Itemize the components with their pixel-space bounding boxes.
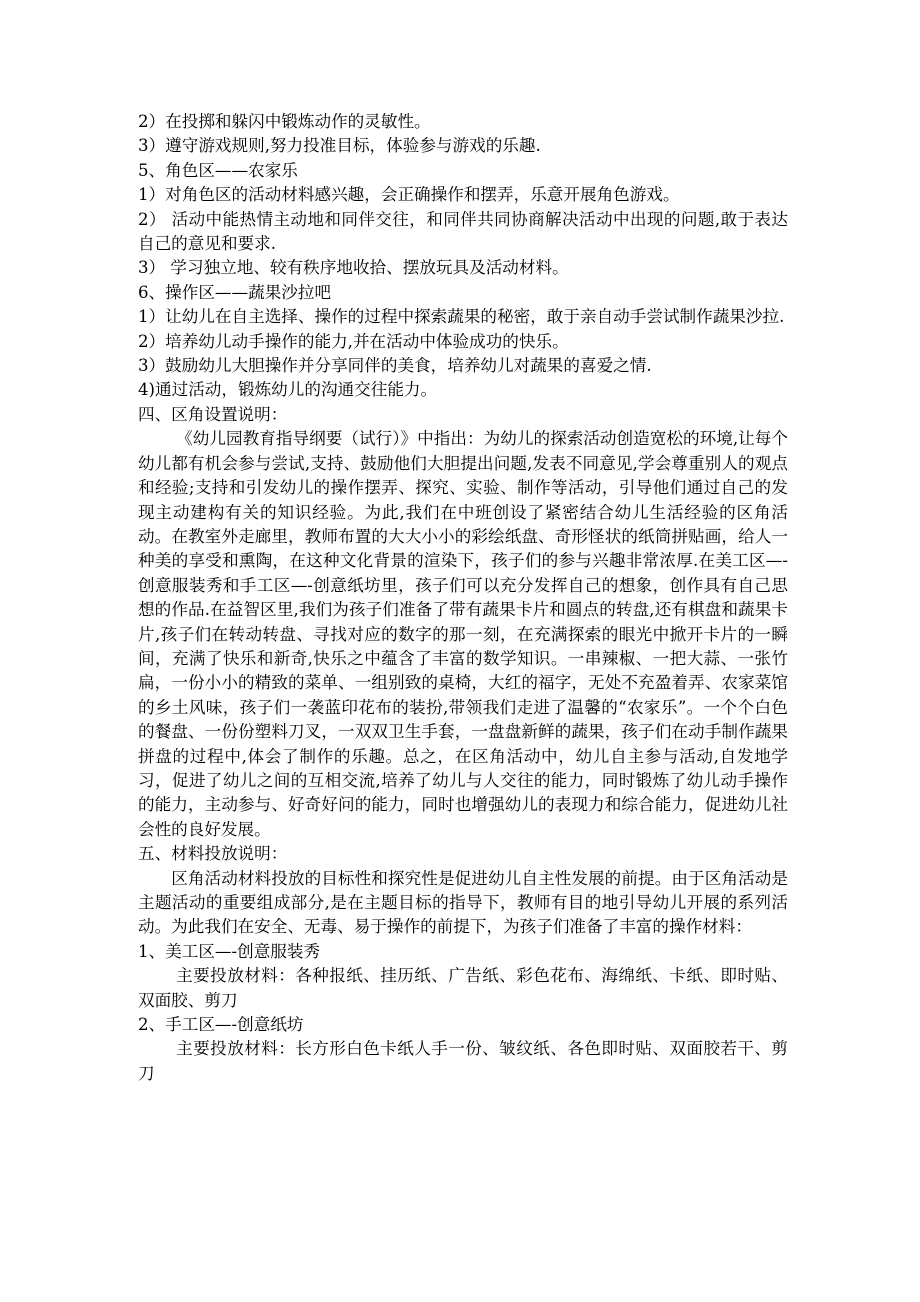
list-item: 2）培养幼儿动手操作的能力,并在活动中体验成功的快乐。 [138, 331, 569, 351]
list-item: 1）对角色区的活动材料感兴趣，会正确操作和摆弄，乐意开展角色游戏。 [138, 185, 680, 205]
chapter-heading: 五、材料投放说明： [138, 844, 288, 864]
body-paragraph: 区角活动材料投放的目标性和探究性是促进幼儿自主性发展的前提。由于区角活动是主题活动的重要组成部分,是在主题目标的指导下，教师有目的地引导幼儿开展的系列活动。为此我们在安全、无毒、易于操作的前提下，为孩子们准备了丰富的操作材料： [138, 868, 788, 937]
list-item: 2） 活动中能热情主动地和同伴交往，和同伴共同协商解决活动中出现的问题,敢于表达自己的意见和要求. [138, 209, 788, 254]
section-heading: 5、角色区——农家乐 [138, 160, 298, 180]
list-item: 3）遵守游戏规则,努力投准目标，体验参与游戏的乐趣. [138, 136, 541, 156]
list-item: 3） 学习独立地、较有秩序地收拾、摆放玩具及活动材料。 [138, 258, 569, 278]
chapter-heading: 四、区角设置说明： [138, 404, 288, 424]
section-heading: 2、手工区—-创意纸坊 [138, 1015, 304, 1035]
document-page [138, 110, 788, 1086]
list-item: 2）在投掷和躲闪中锻炼动作的灵敏性。 [138, 112, 431, 131]
body-paragraph: 主要投放材料：长方形白色卡纸人手一份、皱纹纸、各色即时贴、双面胶若干、剪刀 [138, 1039, 788, 1083]
body-paragraph: 主要投放材料：各种报纸、挂历纸、广告纸、彩色花布、海绵纸、卡纸、即时贴、双面胶、剪刀 [138, 966, 788, 1010]
list-item: 3）鼓励幼儿大胆操作并分享同伴的美食，培养幼儿对蔬果的喜爱之情. [138, 356, 652, 376]
list-item: 1）让幼儿在自主选择、操作的过程中探索蔬果的秘密，敢于亲自动手尝试制作蔬果沙拉. [138, 307, 785, 327]
section-heading: 1、美工区—-创意服装秀 [138, 941, 321, 961]
body-paragraph: 《幼儿园教育指导纲要（试行）》中指出：为幼儿的探索活动创造宽松的环境,让每个幼儿都有机会参与尝试,支持、鼓励他们大胆提出问题,发表不同意见,学会尊重别人的观点和经验;支持和引发幼儿的操作摆弄、探究、实验、制作等活动，引导他们通过自己的发现主动建构有关的知识经验。为此,我们在中班创设了紧密结合幼儿生活经验的区角活动。在教室外走廊里，教师布置的大大小小的彩绘纸盘、奇形怪状的纸筒拼贴画，给人一种美的享受和熏陶，在这种文化背景的渲染下，孩子们的参与兴趣非常浓厚.在美工区—-创意服装秀和手工区—-创意纸坊里，孩子们可以充分发挥自己的想象，创作具有自己思想的作品.在益智区里,我们为孩子们准备了带有蔬果卡片和圆点的转盘,还有棋盘和蔬果卡片,孩子们在转动转盘、寻找对应的数字的那一刻，在充满探索的眼光中掀开卡片的一瞬间，充满了快乐和新奇,快乐之中蕴含了丰富的数学知识。一串辣椒、一把大蒜、一张竹扁，一份小小的精致的菜单、一组别致的桌椅，大红的福字，无处不充盈着弄、农家菜馆的乡土风味，孩子们一袭蓝印花布的装扮,带领我们走进了温馨的“农家乐”。一个个白色的餐盘、一份份塑料刀叉，一双双卫生手套，一盘盘新鲜的蔬果，孩子们在动手制作蔬果拼盘的过程中,体会了制作的乐趣。总之，在区角活动中，幼儿自主参与活动,自发地学习，促进了幼儿之间的互相交流,培养了幼儿与人交往的能力，同时锻炼了幼儿动手操作的能力，主动参与、好奇好问的能力，同时也增强幼儿的表现力和综合能力，促进幼儿社会性的良好发展。 [138, 429, 788, 839]
section-heading: 6、操作区——蔬果沙拉吧 [138, 282, 332, 302]
list-item: 4)通过活动，锻炼幼儿的沟通交往能力。 [138, 380, 438, 400]
